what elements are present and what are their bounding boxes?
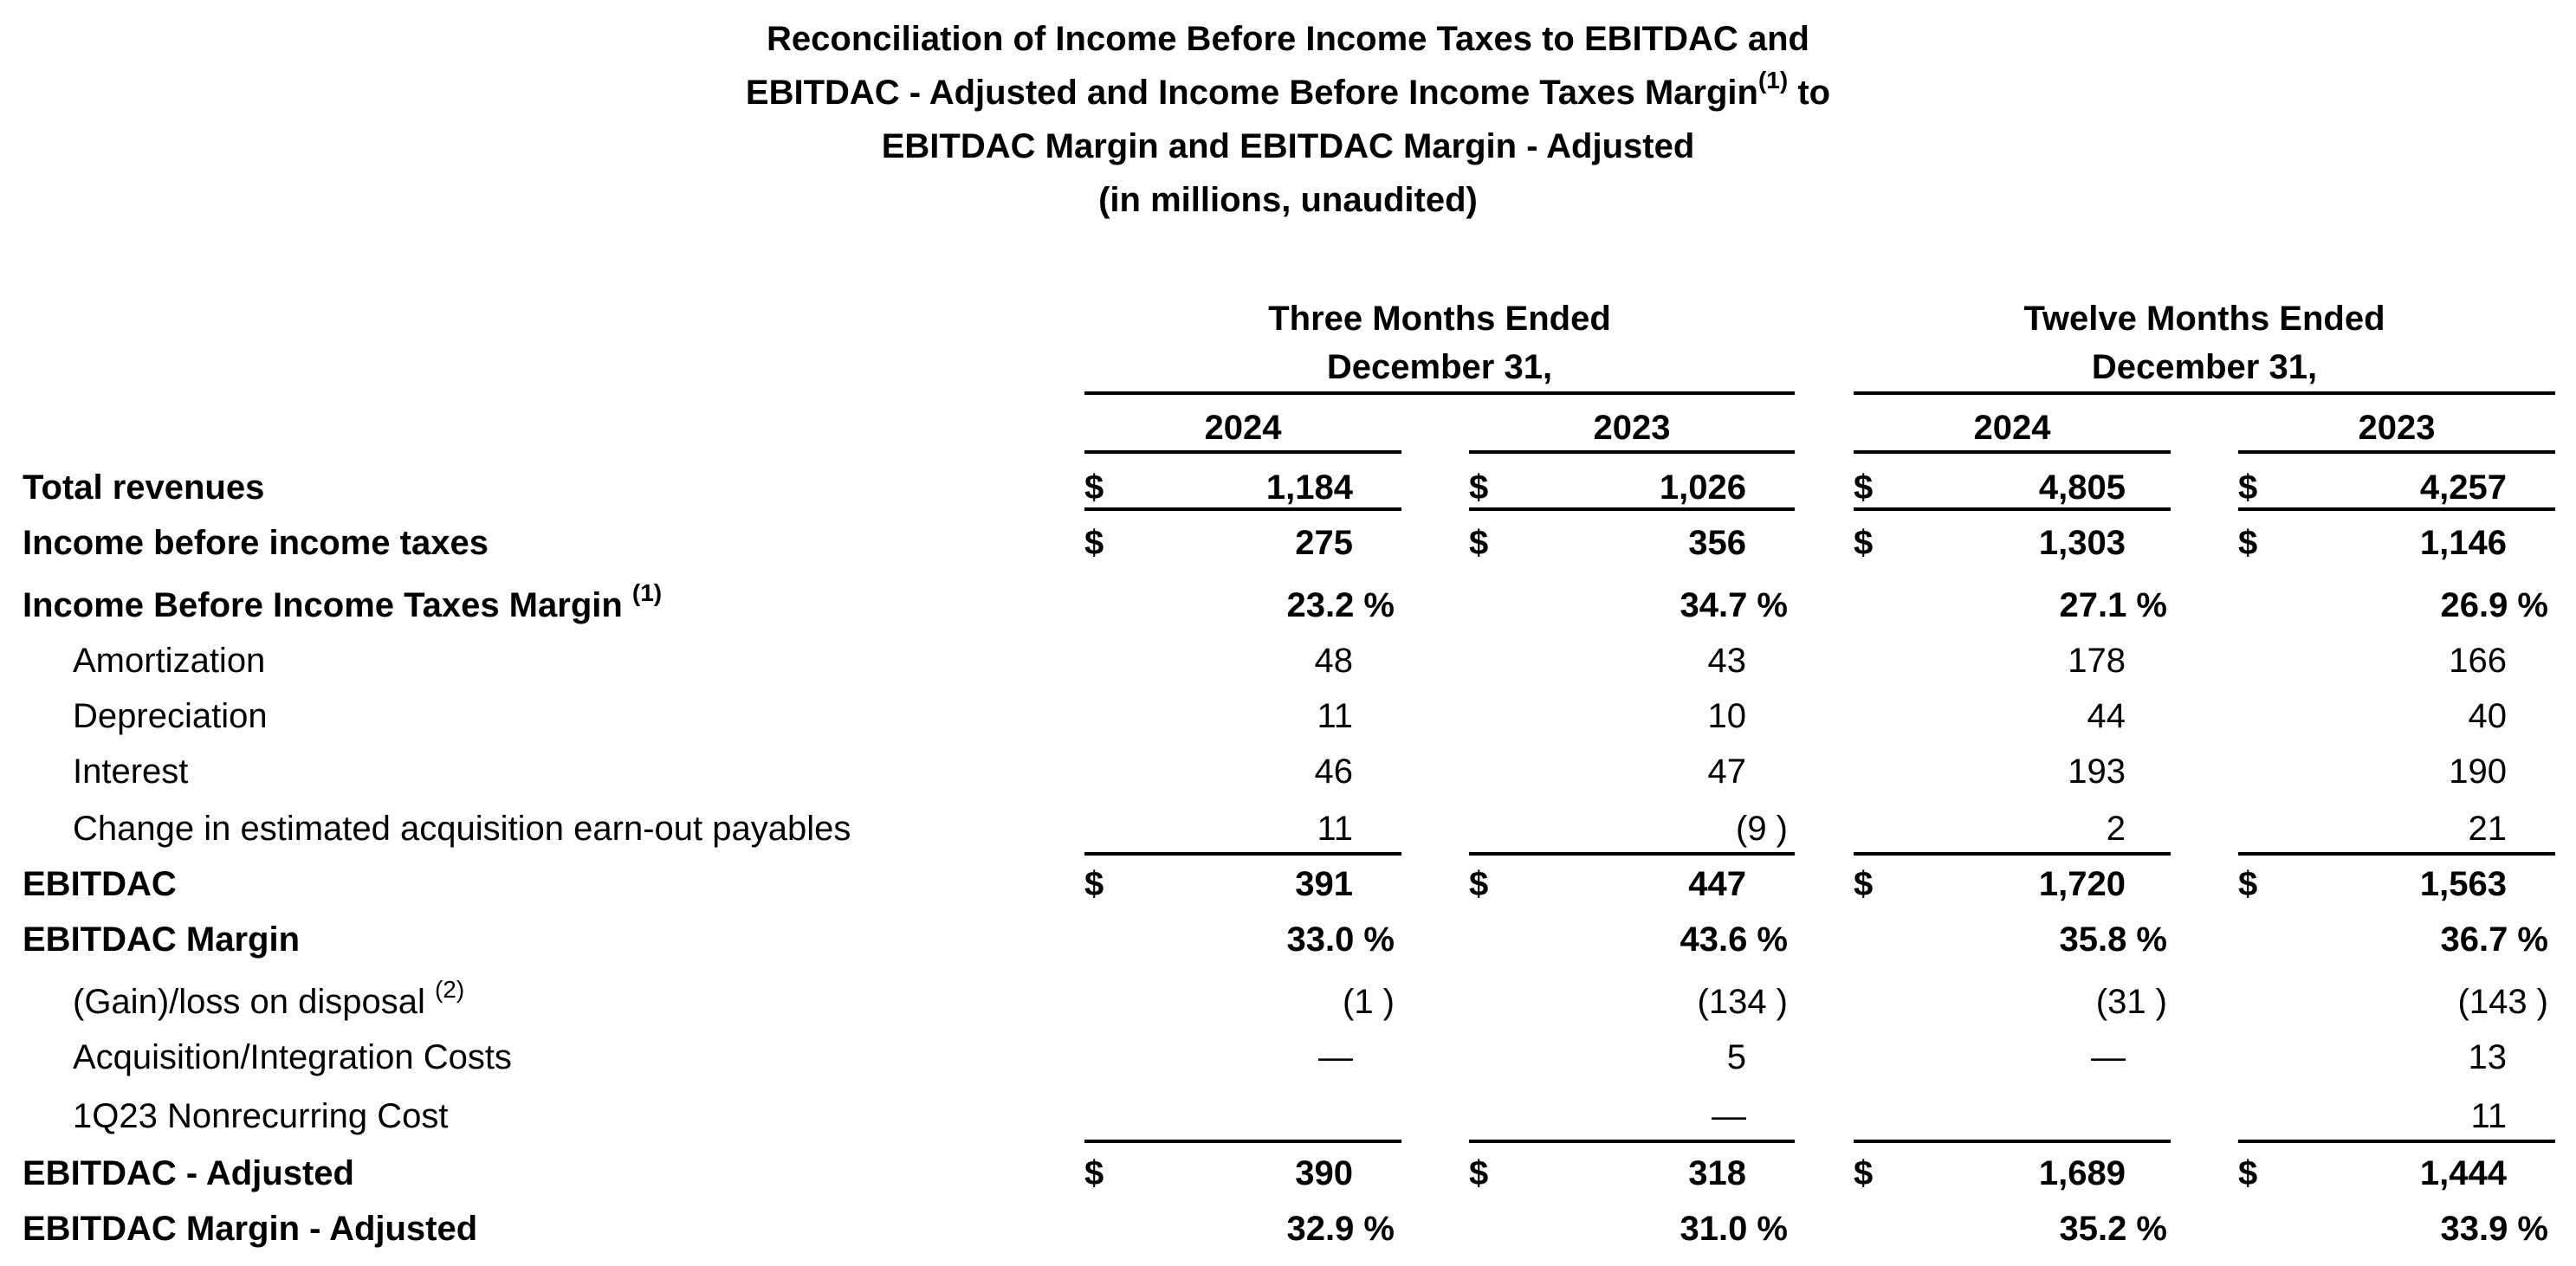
rule-line [2238, 507, 2555, 511]
row-label [23, 913, 300, 966]
row-label-text: Total revenues [23, 468, 265, 507]
table-row [0, 516, 2576, 570]
cell-value: 33.9 % [2440, 1210, 2548, 1248]
footnote-marker: (1) [631, 578, 663, 606]
cell-value: 447 [1688, 865, 1746, 903]
row-label [73, 1089, 449, 1143]
currency-symbol: $ [1854, 468, 1874, 507]
currency-symbol: $ [2238, 865, 2258, 903]
cell-value: 11 [2470, 1097, 2507, 1135]
currency-symbol: $ [1854, 524, 1874, 562]
year-header: 2023 [2358, 409, 2436, 447]
year-underline [2238, 450, 2555, 454]
currency-symbol: $ [1469, 1154, 1489, 1192]
rule-line [1854, 852, 2171, 856]
cell-value: 1,146 [2419, 524, 2507, 562]
row-label [73, 634, 265, 688]
rule-line [1469, 1140, 1795, 1143]
cell-value: 11 [1317, 810, 1353, 848]
cell-value: — [1712, 1097, 1746, 1135]
cell-value: 356 [1688, 524, 1746, 562]
row-label-text: Depreciation [73, 697, 268, 735]
table-row [0, 689, 2576, 743]
row-label [73, 1030, 512, 1084]
row-label [23, 578, 662, 632]
group-header-line-1: Twelve Months Ended [2023, 300, 2385, 338]
cell-value: 31.0 % [1680, 1210, 1788, 1248]
table-row [0, 913, 2576, 966]
cell-value: (143 ) [2457, 983, 2548, 1021]
rule-line [2238, 1140, 2555, 1143]
cell-value: 44 [2087, 697, 2126, 735]
row-label-text: Amortization [73, 642, 266, 680]
table-row [0, 1030, 2576, 1084]
table-row [0, 578, 2576, 632]
row-label-text: 1Q23 Nonrecurring Cost [73, 1097, 449, 1135]
table-row [0, 857, 2576, 911]
group-header-three-months [1084, 294, 1795, 391]
cell-value: 43.6 % [1680, 920, 1788, 959]
currency-symbol: $ [1469, 865, 1489, 903]
group-header-line-1: Three Months Ended [1268, 300, 1611, 338]
row-label-text: EBITDAC [23, 865, 177, 903]
cell-value: 36.7 % [2440, 920, 2548, 959]
cell-value: 46 [1314, 752, 1353, 791]
cell-value: 275 [1295, 524, 1353, 562]
title-line-2-text: EBITDAC - Adjusted and Income Before Income Taxes Margin [745, 74, 1758, 112]
document-title [0, 12, 2576, 227]
rule-line [2238, 852, 2555, 856]
cell-value: 23.2 % [1286, 586, 1395, 624]
title-footnote-marker: (1) [1757, 66, 1789, 94]
cell-value: (31 ) [2095, 983, 2167, 1021]
year-header: 2023 [1593, 409, 1671, 447]
row-label-text: EBITDAC - Adjusted [23, 1154, 354, 1192]
title-line-1: Reconciliation of Income Before Income Taxes to EBITDAC and [767, 20, 1809, 58]
table-row [0, 461, 2576, 514]
row-label [23, 1202, 477, 1256]
cell-value: 390 [1295, 1154, 1353, 1192]
table-row [0, 1147, 2576, 1200]
cell-value: 190 [2449, 752, 2507, 791]
rule-line [1084, 1140, 1401, 1143]
rule-line [1469, 852, 1795, 856]
row-label [73, 975, 464, 1029]
currency-symbol: $ [1469, 468, 1489, 507]
row-label-text: Change in estimated acquisition earn-out payables [73, 810, 851, 848]
year-header: 2024 [1973, 409, 2051, 447]
cell-value: 1,444 [2419, 1154, 2507, 1192]
row-label-text: EBITDAC Margin [23, 920, 300, 959]
row-label-text: (Gain)/loss on disposal [73, 983, 435, 1021]
rule-line [1084, 852, 1401, 856]
currency-symbol: $ [1084, 524, 1104, 562]
cell-value: 13 [2468, 1038, 2507, 1076]
rule-line [1854, 1140, 2171, 1143]
row-label-text: Income Before Income Taxes Margin [23, 586, 632, 624]
table-row [0, 1202, 2576, 1256]
cell-value: 178 [2068, 642, 2126, 680]
rule-line [1084, 507, 1401, 511]
cell-value: 33.0 % [1286, 920, 1395, 959]
row-label [23, 461, 264, 514]
cell-value: 1,689 [2038, 1154, 2126, 1192]
cell-value: 47 [1707, 752, 1746, 791]
group-header-line-2: December 31, [1326, 348, 1553, 386]
cell-value: 193 [2068, 752, 2126, 791]
year-header: 2024 [1204, 409, 1282, 447]
rule-line [1854, 507, 2171, 511]
cell-value: 4,805 [2038, 468, 2126, 507]
row-label-text: Income before income taxes [23, 524, 489, 562]
cell-value: 2 [2106, 810, 2126, 848]
cell-value: — [2091, 1038, 2126, 1076]
cell-value: (1 ) [1343, 983, 1395, 1021]
currency-symbol: $ [1084, 468, 1104, 507]
row-label-text: Acquisition/Integration Costs [73, 1038, 512, 1076]
cell-value: 35.2 % [2059, 1210, 2167, 1248]
cell-value: 4,257 [2419, 468, 2507, 507]
cell-value: 1,563 [2419, 865, 2507, 903]
cell-value: — [1318, 1038, 1353, 1076]
year-underline [1084, 450, 1401, 454]
table-row [0, 745, 2576, 798]
cell-value: (134 ) [1697, 983, 1788, 1021]
cell-value: 26.9 % [2440, 586, 2548, 624]
cell-value: 43 [1707, 642, 1746, 680]
row-label [23, 1147, 354, 1200]
group-underline [1084, 391, 1795, 395]
cell-value: 11 [1317, 697, 1353, 735]
currency-symbol: $ [1084, 865, 1104, 903]
group-header-twelve-months [1854, 294, 2555, 391]
currency-symbol: $ [2238, 524, 2258, 562]
currency-symbol: $ [1084, 1154, 1104, 1192]
footnote-marker: (2) [434, 975, 465, 1003]
row-label [73, 745, 188, 798]
row-label-text: Interest [73, 752, 189, 791]
cell-value: 318 [1688, 1154, 1746, 1192]
table-row [0, 634, 2576, 688]
currency-symbol: $ [1854, 865, 1874, 903]
currency-symbol: $ [1854, 1154, 1874, 1192]
cell-value: 48 [1314, 642, 1353, 680]
currency-symbol: $ [2238, 468, 2258, 507]
cell-value: 1,720 [2038, 865, 2126, 903]
currency-symbol: $ [1469, 524, 1489, 562]
row-label [73, 689, 268, 743]
cell-value: 391 [1295, 865, 1353, 903]
year-underline [1469, 450, 1795, 454]
cell-value: 10 [1707, 697, 1746, 735]
cell-value: (9 ) [1736, 810, 1788, 848]
cell-value: 166 [2449, 642, 2507, 680]
cell-value: 40 [2468, 697, 2507, 735]
table-row [0, 1089, 2576, 1143]
cell-value: 32.9 % [1286, 1210, 1395, 1248]
cell-value: 34.7 % [1680, 586, 1788, 624]
title-line-3: EBITDAC Margin and EBITDAC Margin - Adjusted [881, 127, 1695, 165]
title-line-4: (in millions, unaudited) [1098, 181, 1478, 219]
row-label-text: EBITDAC Margin - Adjusted [23, 1210, 478, 1248]
cell-value: 1,026 [1659, 468, 1746, 507]
cell-value: 1,303 [2038, 524, 2126, 562]
rule-line [1469, 507, 1795, 511]
currency-symbol: $ [2238, 1154, 2258, 1192]
title-line-2-suffix: to [1788, 74, 1831, 112]
cell-value: 21 [2468, 810, 2507, 848]
cell-value: 27.1 % [2059, 586, 2167, 624]
cell-value: 5 [1726, 1038, 1746, 1076]
row-label [23, 516, 489, 570]
table-row [0, 975, 2576, 1029]
title-line-2 [0, 66, 2576, 119]
row-label [23, 857, 177, 911]
year-underline [1854, 450, 2171, 454]
table-row [0, 802, 2576, 856]
group-underline [1854, 391, 2555, 395]
cell-value: 35.8 % [2059, 920, 2167, 959]
row-label [73, 802, 851, 856]
group-header-line-2: December 31, [2091, 348, 2318, 386]
cell-value: 1,184 [1265, 468, 1353, 507]
